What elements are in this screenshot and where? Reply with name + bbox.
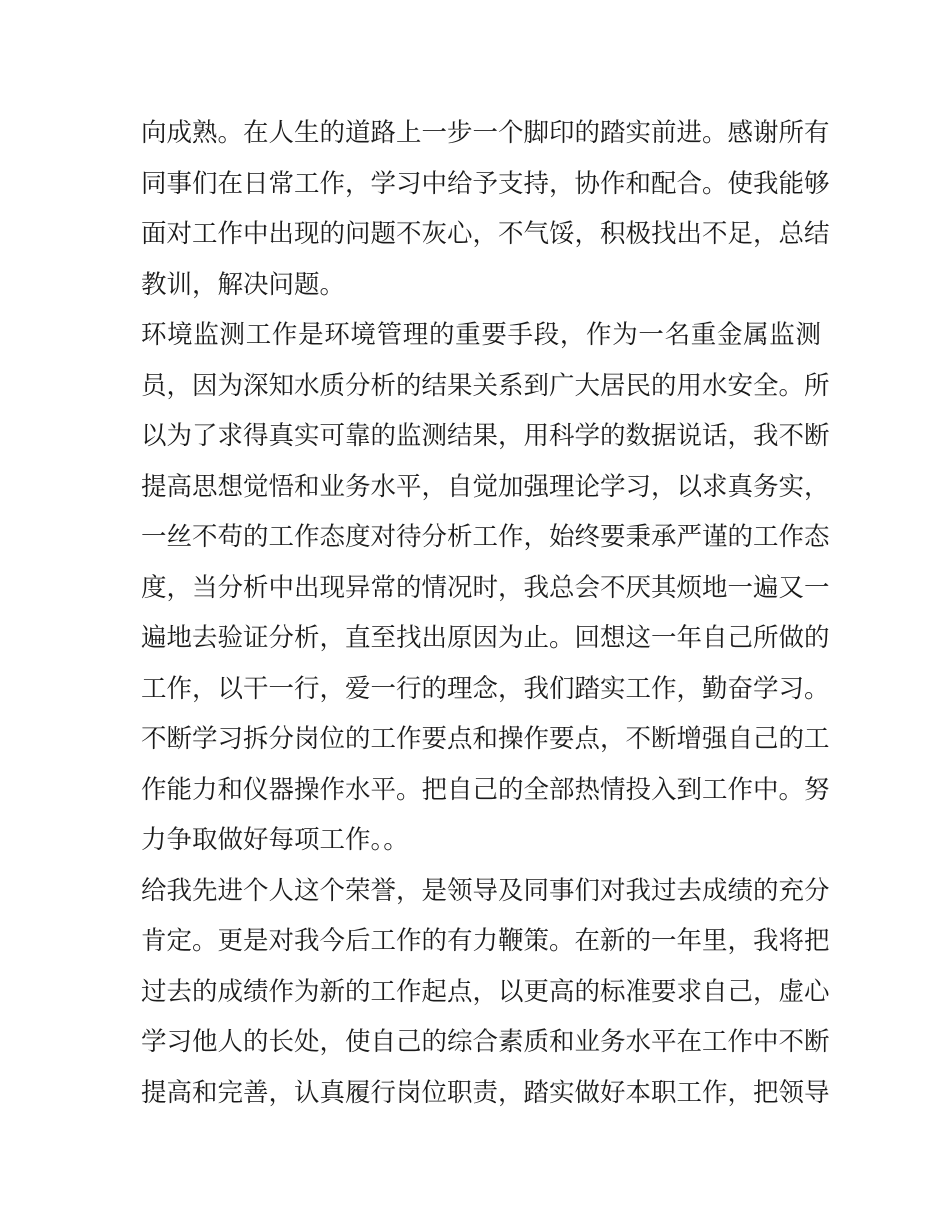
text-line: 学习他人的长处，使自己的综合素质和业务水平在工作中不断: [141, 1027, 830, 1057]
text-line: 提高思想觉悟和业务水平，自觉加强理论学习，以求真务实，: [141, 471, 830, 502]
paragraph-2: [141, 310, 830, 866]
text-line: 作能力和仪器操作水平。把自己的全部热情投入到工作中。努: [141, 774, 830, 805]
paragraph-3: [141, 866, 830, 1119]
document-body: [141, 108, 830, 1118]
text-line: 教训，解决问题。: [141, 269, 346, 300]
text-line: 力争取做好每项工作。。: [141, 825, 409, 855]
paragraph-1: [141, 108, 830, 310]
text-line: 面对工作中出现的问题不灰心，不气馁，积极找出不足，总结: [141, 219, 830, 249]
text-line: 员，因为深知水质分析的结果关系到广大居民的用水安全。所: [141, 370, 830, 401]
text-line: 度，当分析中出现异常的情况时，我总会不厌其烦地一遍又一: [141, 572, 830, 603]
text-line: 环境监测工作是环境管理的重要手段，作为一名重金属监测: [141, 320, 821, 350]
text-line: 以为了求得真实可靠的监测结果，用科学的数据说话，我不断: [141, 421, 830, 451]
text-line: 一丝不苟的工作态度对待分析工作，始终要秉承严谨的工作态: [141, 522, 830, 552]
text-line: 给我先进个人这个荣誉，是领导及同事们对我过去成绩的充分: [141, 875, 830, 906]
text-line: 同事们在日常工作，学习中给予支持，协作和配合。使我能够: [141, 168, 830, 199]
text-line: 提高和完善，认真履行岗位职责，踏实做好本职工作，把领导: [141, 1077, 830, 1108]
text-line: 遍地去验证分析，直至找出原因为止。回想这一年自己所做的: [141, 623, 830, 653]
text-line: 工作，以干一行，爱一行的理念，我们踏实工作，勤奋学习。: [141, 673, 830, 704]
text-line: 肯定。更是对我今后工作的有力鞭策。在新的一年里，我将把: [141, 926, 830, 956]
text-line: 向成熟。在人生的道路上一步一个脚印的踏实前进。感谢所有: [141, 118, 830, 148]
text-line: 不断学习拆分岗位的工作要点和操作要点，不断增强自己的工: [141, 724, 830, 754]
text-line: 过去的成绩作为新的工作起点，以更高的标准要求自己，虚心: [141, 976, 830, 1007]
